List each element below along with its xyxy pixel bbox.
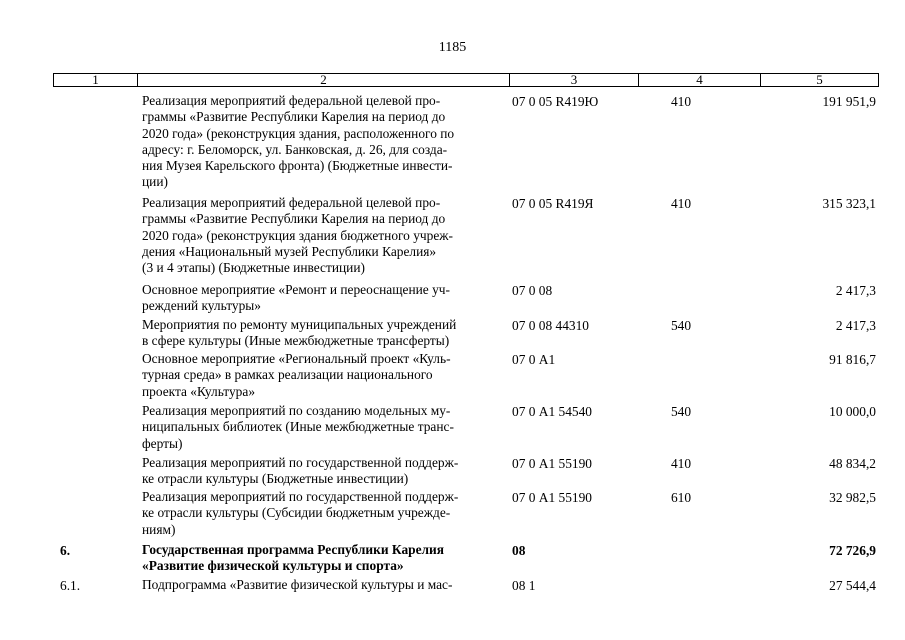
- row-description: [142, 351, 504, 400]
- row-code: 07 0 А1 55190: [512, 456, 592, 471]
- row-code: 07 0 А1 54540: [512, 404, 592, 419]
- header-col-5: 5: [760, 74, 878, 86]
- description-line: 2020 года» (реконструкция здания бюджетного учреж-: [142, 227, 454, 243]
- row-code: 08 1: [512, 578, 536, 593]
- description-line: в сфере культуры (Иные межбюджетные трансферты): [142, 333, 450, 349]
- description-line: Основное мероприятие «Ремонт и переоснащение уч-: [142, 282, 450, 297]
- header-col-2: 2: [137, 74, 509, 86]
- description-line: 2020 года» (реконструкция здания, расположенного по: [142, 125, 455, 141]
- row-code: 07 0 08: [512, 283, 553, 298]
- description-line: Мероприятия по ремонту муниципальных учреждений: [142, 317, 457, 332]
- description-line: ния Музея Карельского фронта) (Бюджетные инвести-: [142, 158, 453, 174]
- header-col-4: 4: [638, 74, 760, 86]
- row-type: 410: [670, 456, 692, 471]
- row-number: 6.1.: [60, 578, 81, 593]
- row-amount: 48 834,2: [829, 456, 876, 471]
- row-description: [142, 317, 504, 350]
- row-type: 410: [670, 94, 692, 109]
- row-amount: 191 951,9: [822, 94, 876, 109]
- row-amount: 27 544,4: [829, 578, 876, 593]
- description-line: Реализация мероприятий по государственной поддерж-: [142, 455, 459, 470]
- description-line: ции): [142, 174, 168, 190]
- row-amount: 315 323,1: [822, 196, 876, 211]
- row-description: [142, 489, 504, 538]
- description-line: ке отрасли культуры (Бюджетные инвестиции): [142, 471, 409, 487]
- row-amount: 32 982,5: [829, 490, 876, 505]
- description-line: турная среда» в рамках реализации национального: [142, 367, 433, 383]
- row-code: 08: [512, 543, 526, 558]
- row-type: 540: [670, 404, 692, 419]
- row-amount: 10 000,0: [829, 404, 876, 419]
- row-amount: 91 816,7: [829, 352, 876, 367]
- description-line: Реализация мероприятий по созданию модельных му-: [142, 403, 451, 418]
- row-code: 07 0 А1 55190: [512, 490, 592, 505]
- row-description: [142, 577, 504, 593]
- row-description: [142, 455, 504, 488]
- description-line: «Развитие физической культуры и спорта»: [142, 558, 404, 574]
- row-description: [142, 282, 504, 315]
- description-line: Государственная программа Республики Карелия: [142, 542, 445, 557]
- description-line: ниям): [142, 521, 176, 537]
- description-line: Реализация мероприятий по государственной поддерж-: [142, 489, 459, 504]
- row-amount: 2 417,3: [835, 283, 876, 298]
- row-code: 07 0 05 R419Ю: [512, 94, 599, 109]
- description-line: граммы «Развитие Республики Карелия на период до: [142, 211, 446, 227]
- description-line: граммы «Развитие Республики Карелия на период до: [142, 109, 446, 125]
- page-number: 1185: [438, 40, 467, 55]
- description-line: ферты): [142, 435, 183, 451]
- row-description: [142, 542, 504, 575]
- description-line: реждений культуры»: [142, 298, 261, 314]
- row-type: 540: [670, 318, 692, 333]
- row-description: [142, 403, 504, 452]
- row-code: 07 0 А1: [512, 352, 556, 367]
- description-line: Основное мероприятие «Региональный проект «Куль-: [142, 351, 451, 366]
- row-amount: 2 417,3: [835, 318, 876, 333]
- header-col-3: 3: [509, 74, 638, 86]
- description-line: (3 и 4 этапы) (Бюджетные инвестиции): [142, 260, 365, 276]
- header-col-1: 1: [92, 72, 99, 87]
- description-line: проекта «Культура»: [142, 383, 256, 399]
- row-code: 07 0 08 44310: [512, 318, 589, 333]
- description-line: Реализация мероприятий федеральной целевой про-: [142, 195, 441, 210]
- description-line: дения «Национальный музей Республики Карелия»: [142, 243, 437, 259]
- row-code: 07 0 05 R419Я: [512, 196, 594, 211]
- table-header: [53, 73, 879, 87]
- row-amount: 72 726,9: [829, 543, 876, 558]
- row-description: [142, 195, 504, 276]
- row-type: 610: [670, 490, 692, 505]
- row-description: [142, 93, 504, 191]
- description-line: ниципальных библиотек (Иные межбюджетные транс-: [142, 419, 454, 435]
- description-line: адресу: г. Беломорск, ул. Банковская, д. 26, для созда-: [142, 141, 448, 157]
- row-number: 6.: [60, 543, 71, 558]
- description-line: ке отрасли культуры (Субсидии бюджетным учрежде-: [142, 505, 451, 521]
- description-line: Подпрограмма «Развитие физической культуры и мас-: [142, 577, 453, 592]
- description-line: Реализация мероприятий федеральной целевой про-: [142, 93, 441, 108]
- row-type: 410: [670, 196, 692, 211]
